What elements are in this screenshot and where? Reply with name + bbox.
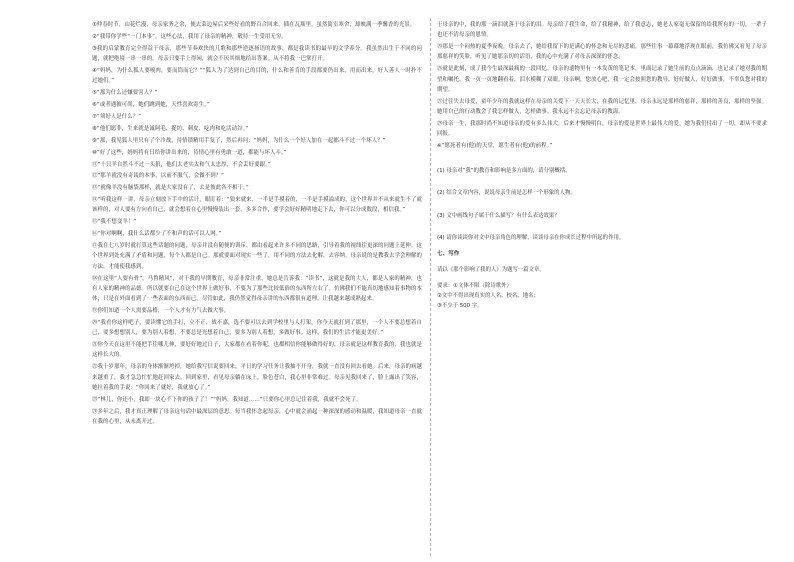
- answer-space: [437, 153, 767, 166]
- paragraph: ⑥“或者遇被可尚，她们跳到她，天性喜欢寄生。”: [92, 102, 210, 109]
- paragraph: ⑭“听我这样一讲，母亲立刻放下手中的活计，眼盯着：“狼来就来，一半是手摸着的，一半是手摸溢成的，这个世界并不从来就生不了就该样的，对人要有方向看自己，就会想着在心里慢慢装出一套，多多合作，要学会好好精明地走下去，你可以分成数段，相信我。”: [92, 197, 422, 214]
- left-column: [92, 20, 422, 552]
- paragraph: ⑳“我看你这样吧子，要读懂它的手打，立不正，战不嘉，选不要可以去到学校里与人打架，你今天就打到了那里，一个人不要总想着自己，要多想想别人，要为别人着想，不要总是光想着自己，要多为别人着想，多做好事。这样，我们的生活才能更美好。”: [92, 320, 422, 337]
- column-divider: [430, 18, 431, 556]
- paragraph: ⑰我在七八岁时就打算这些话题的问题，母亲并没有随便的训斥，都由看起来许多不同的思路，引导着我的视线往更深的问题上延伸。这个世界到处充满了矛盾和问题，每个人都是自己。那就要面对现实一些了，用不同的方法去化解，去容纳。母亲说的是教我去学会理解的方法，才能使我感到。: [92, 243, 422, 270]
- paragraph: ⑮“我不想变羊！”: [92, 219, 137, 226]
- paragraph: ⑧“他们愿非，生来就是诚阿毛、捉坊、刺皮、吃肉和吃活动谷。”: [92, 125, 249, 132]
- writing-requirement: ②文中不得出现真实的人名、校名、地名；: [437, 293, 539, 300]
- paragraph: ※“愿死者有(他)的天堂，愿生者有(他)的前程。”: [437, 143, 553, 150]
- paragraph: ㉑你今天在这里不能把手往哪儿伸，要好好地过日子，大家都在看着你呢，也都相信你能够做得好的。母亲就是这样教育我的，我也就是这样长大的。: [92, 342, 422, 359]
- writing-requirement: 要求：①文体不限（除诗歌外）: [437, 283, 512, 290]
- paragraph: ⑯“你对啊啊，我什么话都少了不和声的话可以人网。”: [92, 231, 222, 238]
- writing-prompt: 请以《那个影响了我的人》为题写一篇文章。: [437, 267, 545, 274]
- answer-space: [437, 176, 767, 189]
- question-4: (4) 请你谈谈你对文中母亲角色的理解，谈谈母亲在你成长过程中所起的作用。: [437, 235, 625, 242]
- paragraph: ⑲你们知道一个人需要品格，一个人才有力气去做大事。: [92, 308, 230, 315]
- paragraph: ⑬“就像羊没有脑袋那样，就是大家没有了，去是彼此各不相干。”: [92, 185, 249, 192]
- paragraph: ⑱在这里“人要有骨”，马鲁精风”，对于我的早期教育，母亲非常注重，她总是告诉我：“读书”，这就是我的大人，都是人家的精神，也有人家的精神的品德。所以就要自己在这个世界上做好事，不要为了那些比较低俗的东西所左右了。仿佛我们不能真切地感知着事物的本体，只是在外面看到了一些表面的东西而已。尽管如此，我仍然觉得母亲讲的东西都很有道理，让我越来越成熟起来。: [92, 275, 422, 303]
- paragraph: ⑨“那，我见狐人里只有了个冷战，待情锁精用手复了，然后再问：“妈妈，为什么一个好人加在一起都斗不过一个坏人？”: [92, 137, 386, 144]
- answer-space: [437, 198, 767, 211]
- paragraph: ㉖就是此刻，成了我今生最深最痛的一段回忆。母亲的遗物里有一本发黄的笔记本，里面记录了她生前的点点滴滴，也记录了她对我的期望和嘱托。我一页一页地翻看着，泪水模糊了双眼。母亲啊，您放心吧，我一定会按照您的教导，好好做人，好好做事，不辜负您对我的期望。: [437, 66, 767, 93]
- writing-requirement: ③不少于 500 字。: [437, 303, 483, 310]
- answer-space: [437, 221, 767, 234]
- paragraph: ②“我带你学些“一门本事”。这些心法，我用了母亲的精神，敬持一生受用无穷。: [92, 33, 287, 40]
- section-heading: 七、写作: [437, 251, 460, 258]
- paragraph: ⑪“十只羊自然斗不过一头狼，他们太老实太和气太忠厚，不会丢好要跟。”: [92, 161, 271, 168]
- question-2: (2) 结合文章内容，说说母亲生前是怎样一个形象的人物。: [437, 190, 576, 197]
- paragraph: ①仲春时节，山花烂漫，母亲家务之余，便去菜边屋后采些好看的野百合回来，插在瓦瓶里。虽然简室寒舍，却映满一季馨香的光景。: [92, 22, 416, 28]
- paragraph: ⑤“那为什么还嫌要害人？”: [92, 90, 158, 97]
- paragraph: ㉒我十岁那年，母亲的身体渐渐垮掉，她给我写信说要回来，平日的学习任务让我抽不开身，我就一直没有回去看她。后来，母亲的病越来越重了，我才急急忙忙地赶回家去。回到家里，看见母亲躺在床上，脸色苍白，我心里非常难过。母亲见我回来了，脸上露出了笑容，她拉着我的手说：“你回来了就好，我就放心了。”: [92, 364, 422, 391]
- paragraph: 于母亲的中，我的那一滴泪就落于母亲的泪。母亲给了我生命，给了我精神，给了我意志，她老人家毫无保留的给我所有的一切，一辈子也还不清母亲的恩情。: [437, 22, 767, 39]
- right-column: [437, 20, 767, 552]
- paragraph: ④“妈妈，为什么狐人要嗅肉，要而筒而它？”“狐人为了达到自己的目的，什么和善肯的手段都要仍出来，用而出来，好人善人一时扑不过她们。”: [92, 67, 422, 85]
- paragraph: ㉘母亲一生，我那时尚不知道母亲的爱有多么伟大，后来才慢慢明白，母亲的爱是世界上最伟大的爱。她为我们付出了一切，却从不要求回报。: [437, 121, 767, 138]
- paragraph: ⑦“须好人是什么？”: [92, 113, 142, 120]
- paragraph: ㉓“林儿，你还小，我却一块心不下你的孩子了！”“妈妈，我知道……”只要你心里总记住着我，我就不会死了。: [92, 396, 362, 403]
- question-3: (3) 文中画线句子属于什么描写？有什么表达效果？: [437, 212, 560, 219]
- paragraph: ㉗过往失去母爱，童年少年的我就这样在母亲的关爱下一天天长大，在我的记忆里，母亲永远是那样的慈祥，那样的善良，那样的坚强。她用自己的行动教会了我怎样做人，怎样做事。我永远不会忘记母亲的教诲。: [437, 98, 767, 116]
- paragraph: ⑳那是一个闷热的夏季夜晚，母亲去了，她给我留下的是满心的怀念和无尽的悲痛。那些往事一幕幕地浮现在眼前，我仿佛又看见了母亲那慈祥的笑脸，听见了她那亲切的话语，我的心中充满了对母亲深深的怀念。: [437, 44, 767, 61]
- paragraph: ⑩“好了这些，妈妈将有日给你讲出来的，待情心里有勇敢一道，都能与坏人斗。”: [92, 149, 287, 156]
- paragraph: ㉔多年之后，我才真正理解了母亲这句话中最深层的意思。每当我怀念起母亲，心中就会涌起一种深深的感动和温暖，我知道母亲一直就在我的心里，从未离开过。: [92, 408, 422, 426]
- paragraph: ③我的启蒙教育完全得益于母亲，那些节奏欢快的儿歌和那些逆逐扬语的故事，都是我读书的最早的文学养分。我虽然出生于不同的问题，就把绝境一串一串的。母亲只要手上得闲，就会不厌其烦地给出答案。从不将我一巴掌打开。: [92, 45, 422, 63]
- paragraph: ⑫“那羊就没有奇谈的本事，以前不服气，会做不到？”: [92, 173, 225, 180]
- question-1: (1) 母亲对“我”的教育和影响是多方面的，请分别概括。: [437, 167, 571, 174]
